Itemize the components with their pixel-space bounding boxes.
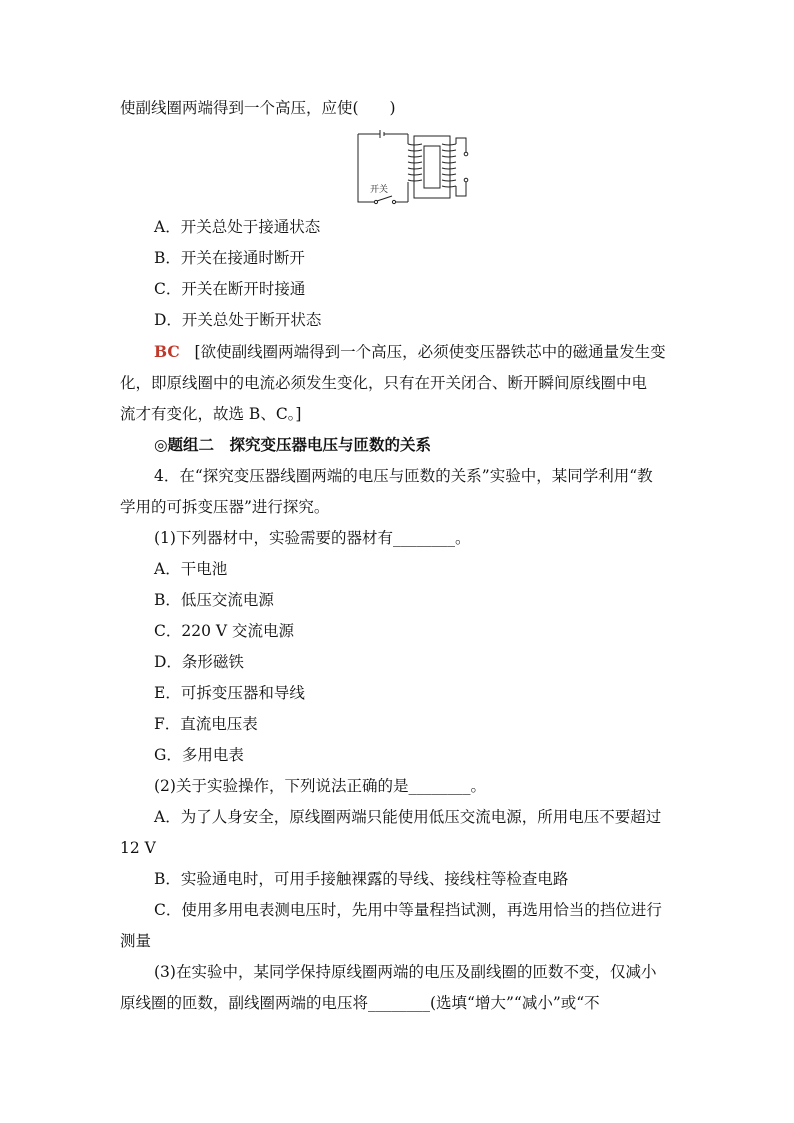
q4-stem-line-2: 学用的可拆变压器”进行探究。 bbox=[120, 498, 330, 516]
q4-part2-option-c-1: C．使用多用电表测电压时，先用中等量程挡试测，再选用恰当的挡位进行 bbox=[154, 901, 662, 919]
option-b: B．开关在接通时断开 bbox=[154, 249, 305, 267]
switch-label: 开关 bbox=[370, 185, 389, 195]
q4-part3-line-1: (3)在实验中，某同学保持原线圈两端的电压及副线圈的匝数不变，仅减小 bbox=[154, 963, 657, 981]
answer-line-3: 流才有变化，故选 B、C。] bbox=[120, 405, 302, 423]
q4-part2-option-a-2: 12 V bbox=[120, 839, 156, 857]
q4-stem-line-1: 4．在“探究变压器线圈两端的电压与匝数的关系”实验中，某同学利用“教 bbox=[154, 467, 653, 485]
q4-part1-option-e: E．可拆变压器和导线 bbox=[154, 684, 305, 702]
q4-part1-option-c: C．220 V 交流电源 bbox=[154, 622, 294, 640]
q4-part2-option-c-2: 测量 bbox=[120, 932, 152, 950]
answer-line-2: 化，即原线圈中的电流必须发生变化，只有在开关闭合、断开瞬间原线圈中电 bbox=[120, 374, 648, 392]
transformer-circuit-icon bbox=[356, 130, 478, 208]
option-a: A．开关总处于接通状态 bbox=[154, 218, 321, 236]
option-d: D．开关总处于断开状态 bbox=[154, 311, 322, 329]
answer-explanation-1: [欲使副线圈两端得到一个高压，必须使变压器铁芯中的磁通量发生变 bbox=[194, 343, 666, 361]
question-stem-tail: 使副线圈两端得到一个高压，应使( ) bbox=[120, 99, 396, 117]
option-c: C．开关在断开时接通 bbox=[154, 280, 306, 298]
section-heading: ◎题组二 探究变压器电压与匝数的关系 bbox=[154, 435, 432, 454]
q4-part1: (1)下列器材中，实验需要的器材有________。 bbox=[154, 529, 471, 547]
q4-part1-option-f: F．直流电压表 bbox=[154, 715, 258, 733]
q4-part1-option-b: B．低压交流电源 bbox=[154, 591, 274, 609]
q4-part2: (2)关于实验操作，下列说法正确的是________。 bbox=[154, 777, 486, 795]
q4-part1-option-d: D．条形磁铁 bbox=[154, 653, 244, 671]
answer-line-1 bbox=[154, 342, 666, 362]
q4-part2-option-a-1: A．为了人身安全，原线圈两端只能使用低压交流电源，所用电压不要超过 bbox=[154, 808, 662, 826]
transformer-circuit-figure bbox=[356, 130, 478, 208]
q4-part3-line-2: 原线圈的匝数，副线圈两端的电压将________(选填“增大”“减小”或“不 bbox=[120, 994, 600, 1012]
answer-key: BC bbox=[154, 342, 180, 361]
q4-part1-option-g: G．多用电表 bbox=[154, 746, 244, 764]
q4-part2-option-b: B．实验通电时，可用手接触裸露的导线、接线柱等检查电路 bbox=[154, 870, 569, 888]
q4-part1-option-a: A．干电池 bbox=[154, 560, 228, 578]
